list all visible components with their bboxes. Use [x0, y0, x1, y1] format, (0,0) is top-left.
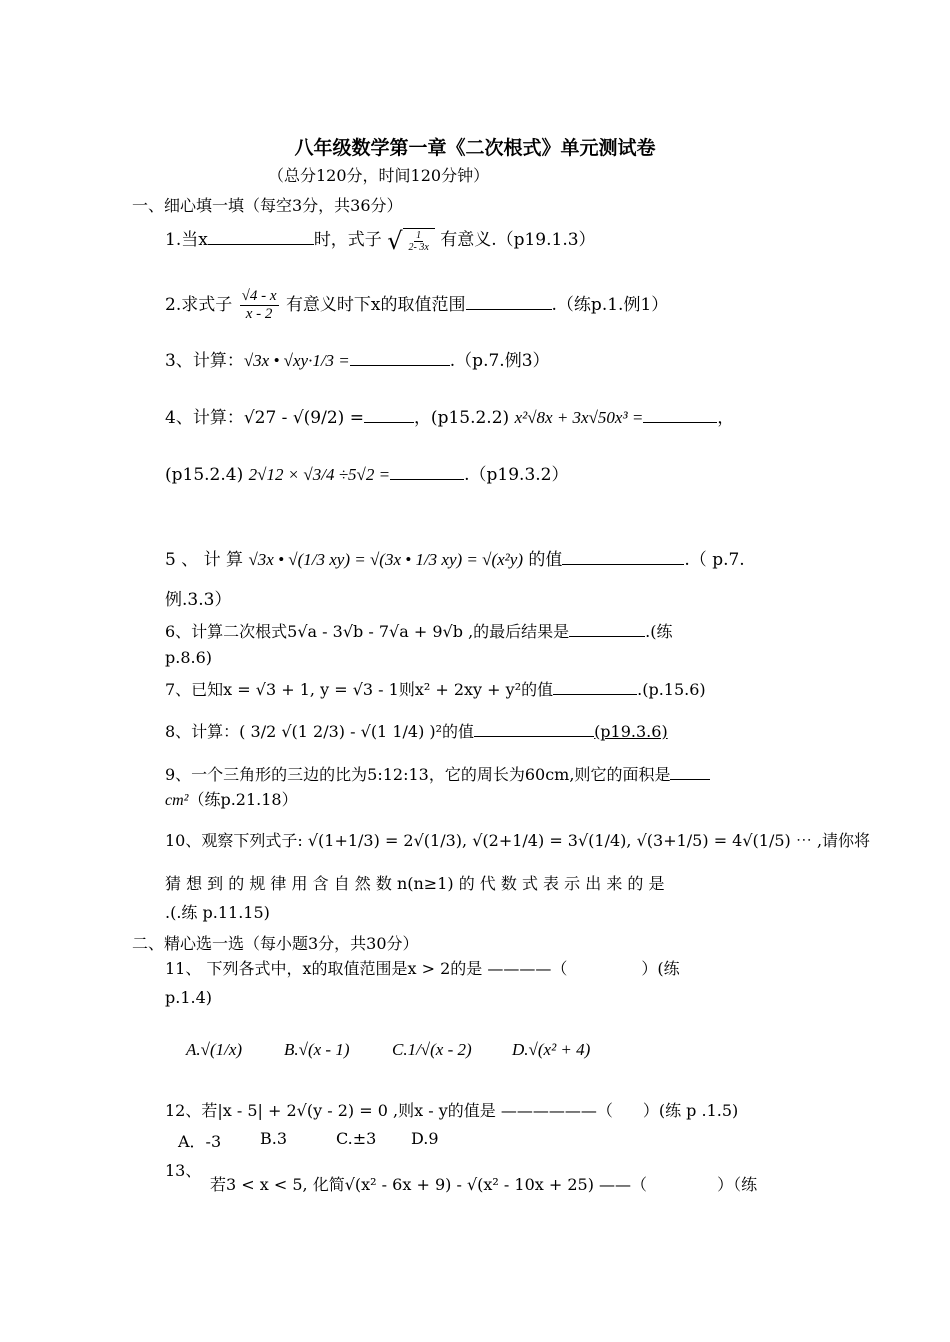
math-expression: √3x • √(1/3 xy) = √(3x • 1/3 xy) = √(x²y)	[248, 550, 523, 569]
question-13: 13、	[165, 1161, 202, 1180]
section-heading-fill: 一、细心填一填（每空3分，共36分）	[132, 196, 403, 215]
question-6-ref: p.8.6)	[165, 648, 213, 667]
answer-blank[interactable]	[208, 226, 314, 245]
math-expression: 2√12 × √3/4 ÷5√2 =	[248, 465, 391, 484]
section-heading-choice: 二、精心选一选（每小题3分，共30分）	[132, 934, 419, 953]
answer-blank[interactable]	[670, 761, 710, 780]
option-b[interactable]: B.√(x - 1)	[284, 1040, 350, 1059]
answer-blank[interactable]	[474, 718, 594, 737]
option-d[interactable]: D.√(x² + 4)	[512, 1040, 591, 1059]
question-9-unit: cm²（练p.21.18）	[165, 790, 298, 809]
answer-blank[interactable]	[350, 347, 450, 366]
option-a[interactable]: A.√(1/x)	[186, 1040, 243, 1059]
question-4: 4、计算：√27 - √(9/2) = ，(p15.2.2) x²√8x + 3x√50x³ = ，	[165, 404, 734, 429]
page-title: 八年级数学第一章《二次根式》单元测试卷	[294, 137, 656, 159]
option-c[interactable]: C.±3	[336, 1129, 377, 1148]
answer-blank[interactable]	[390, 461, 464, 480]
math-expression: √3x • √xy·1/3 =	[243, 351, 350, 370]
question-1: 1.当x 时，式子 √ $\frac{1}{2- 3x}$ 有意义.（p19.1.3）	[165, 226, 596, 255]
question-9: 9、一个三角形的三边的比为5:12:13，它的周长为60cm,则它的面积是	[165, 761, 710, 786]
math-expression: x²√8x + 3x√50x³ =	[514, 408, 644, 427]
question-10: 10、观察下列式子: √(1+1/3) = 2√(1/3), √(2+1/4) = 3√(1/4), √(3+1/5) = 4√(1/5) ⋯ ,请你将	[165, 831, 871, 850]
option-d[interactable]: D.9	[411, 1129, 439, 1148]
answer-blank[interactable]	[364, 404, 414, 423]
question-3: 3、计算：√3x • √xy·1/3 = .（p.7.例3）	[165, 347, 550, 372]
question-7: 7、已知x = √3 + 1, y = √3 - 1则x² + 2xy + y²的值 .(p.15.6)	[165, 676, 706, 701]
answer-blank[interactable]	[643, 404, 717, 423]
answer-blank[interactable]	[553, 676, 637, 695]
math-fraction: $\frac{√4 - x}{x - 2}$	[241, 288, 277, 322]
question-13-body: 若3 < x < 5, 化简√(x² - 6x + 9) - √(x² - 10x + 25) ——（ ）（练	[210, 1175, 758, 1194]
question-11-ref: p.1.4)	[165, 988, 213, 1007]
question-10-ref: .(.练 p.11.15)	[165, 903, 270, 922]
answer-blank[interactable]	[569, 618, 645, 637]
question-6: 6、计算二次根式5√a - 3√b - 7√a + 9√b ,的最后结果是 .(练	[165, 618, 673, 643]
question-2: 2.求式子 $\frac{√4 - x}{x - 2}$ 有意义时下x的取值范围 .（练p.1.例1）	[165, 288, 669, 322]
question-5-ref: 例.3.3）	[165, 590, 232, 610]
page-subtitle: （总分120分，时间120分钟）	[268, 166, 490, 185]
answer-blank[interactable]	[466, 291, 552, 310]
math-sqrt-expression: √ $\frac{1}{2- 3x}$	[387, 228, 435, 253]
question-8: 8、计算：( 3/2 √(1 2/3) - √(1 1/4) )²的值 (p19.3.6)	[165, 718, 668, 743]
question-4-part-2: (p15.2.4) 2√12 × √3/4 ÷5√2 = .（p19.3.2）	[165, 461, 568, 486]
answer-blank[interactable]	[562, 546, 684, 565]
option-a[interactable]: A．-3	[178, 1132, 222, 1151]
question-12: 12、若|x - 5| + 2√(y - 2) = 0 ,则x - y的值是 ——————（ ）(练 p .1.5)	[165, 1101, 739, 1120]
option-b[interactable]: B.3	[260, 1129, 288, 1148]
question-10-line-2: 猜 想 到 的 规 律 用 含 自 然 数 n(n≥1) 的 代 数 式 表 示 出 来 的 是	[165, 874, 665, 893]
question-5: 5 、 计 算 √3x • √(1/3 xy) = √(3x • 1/3 xy) = √(x²y) 的值 .（ p.7.	[165, 546, 745, 571]
option-c[interactable]: C.1/√(x - 2)	[392, 1040, 472, 1059]
question-11: 11、 下列各式中，x的取值范围是x > 2的是 ————（ ）(练	[165, 959, 680, 978]
